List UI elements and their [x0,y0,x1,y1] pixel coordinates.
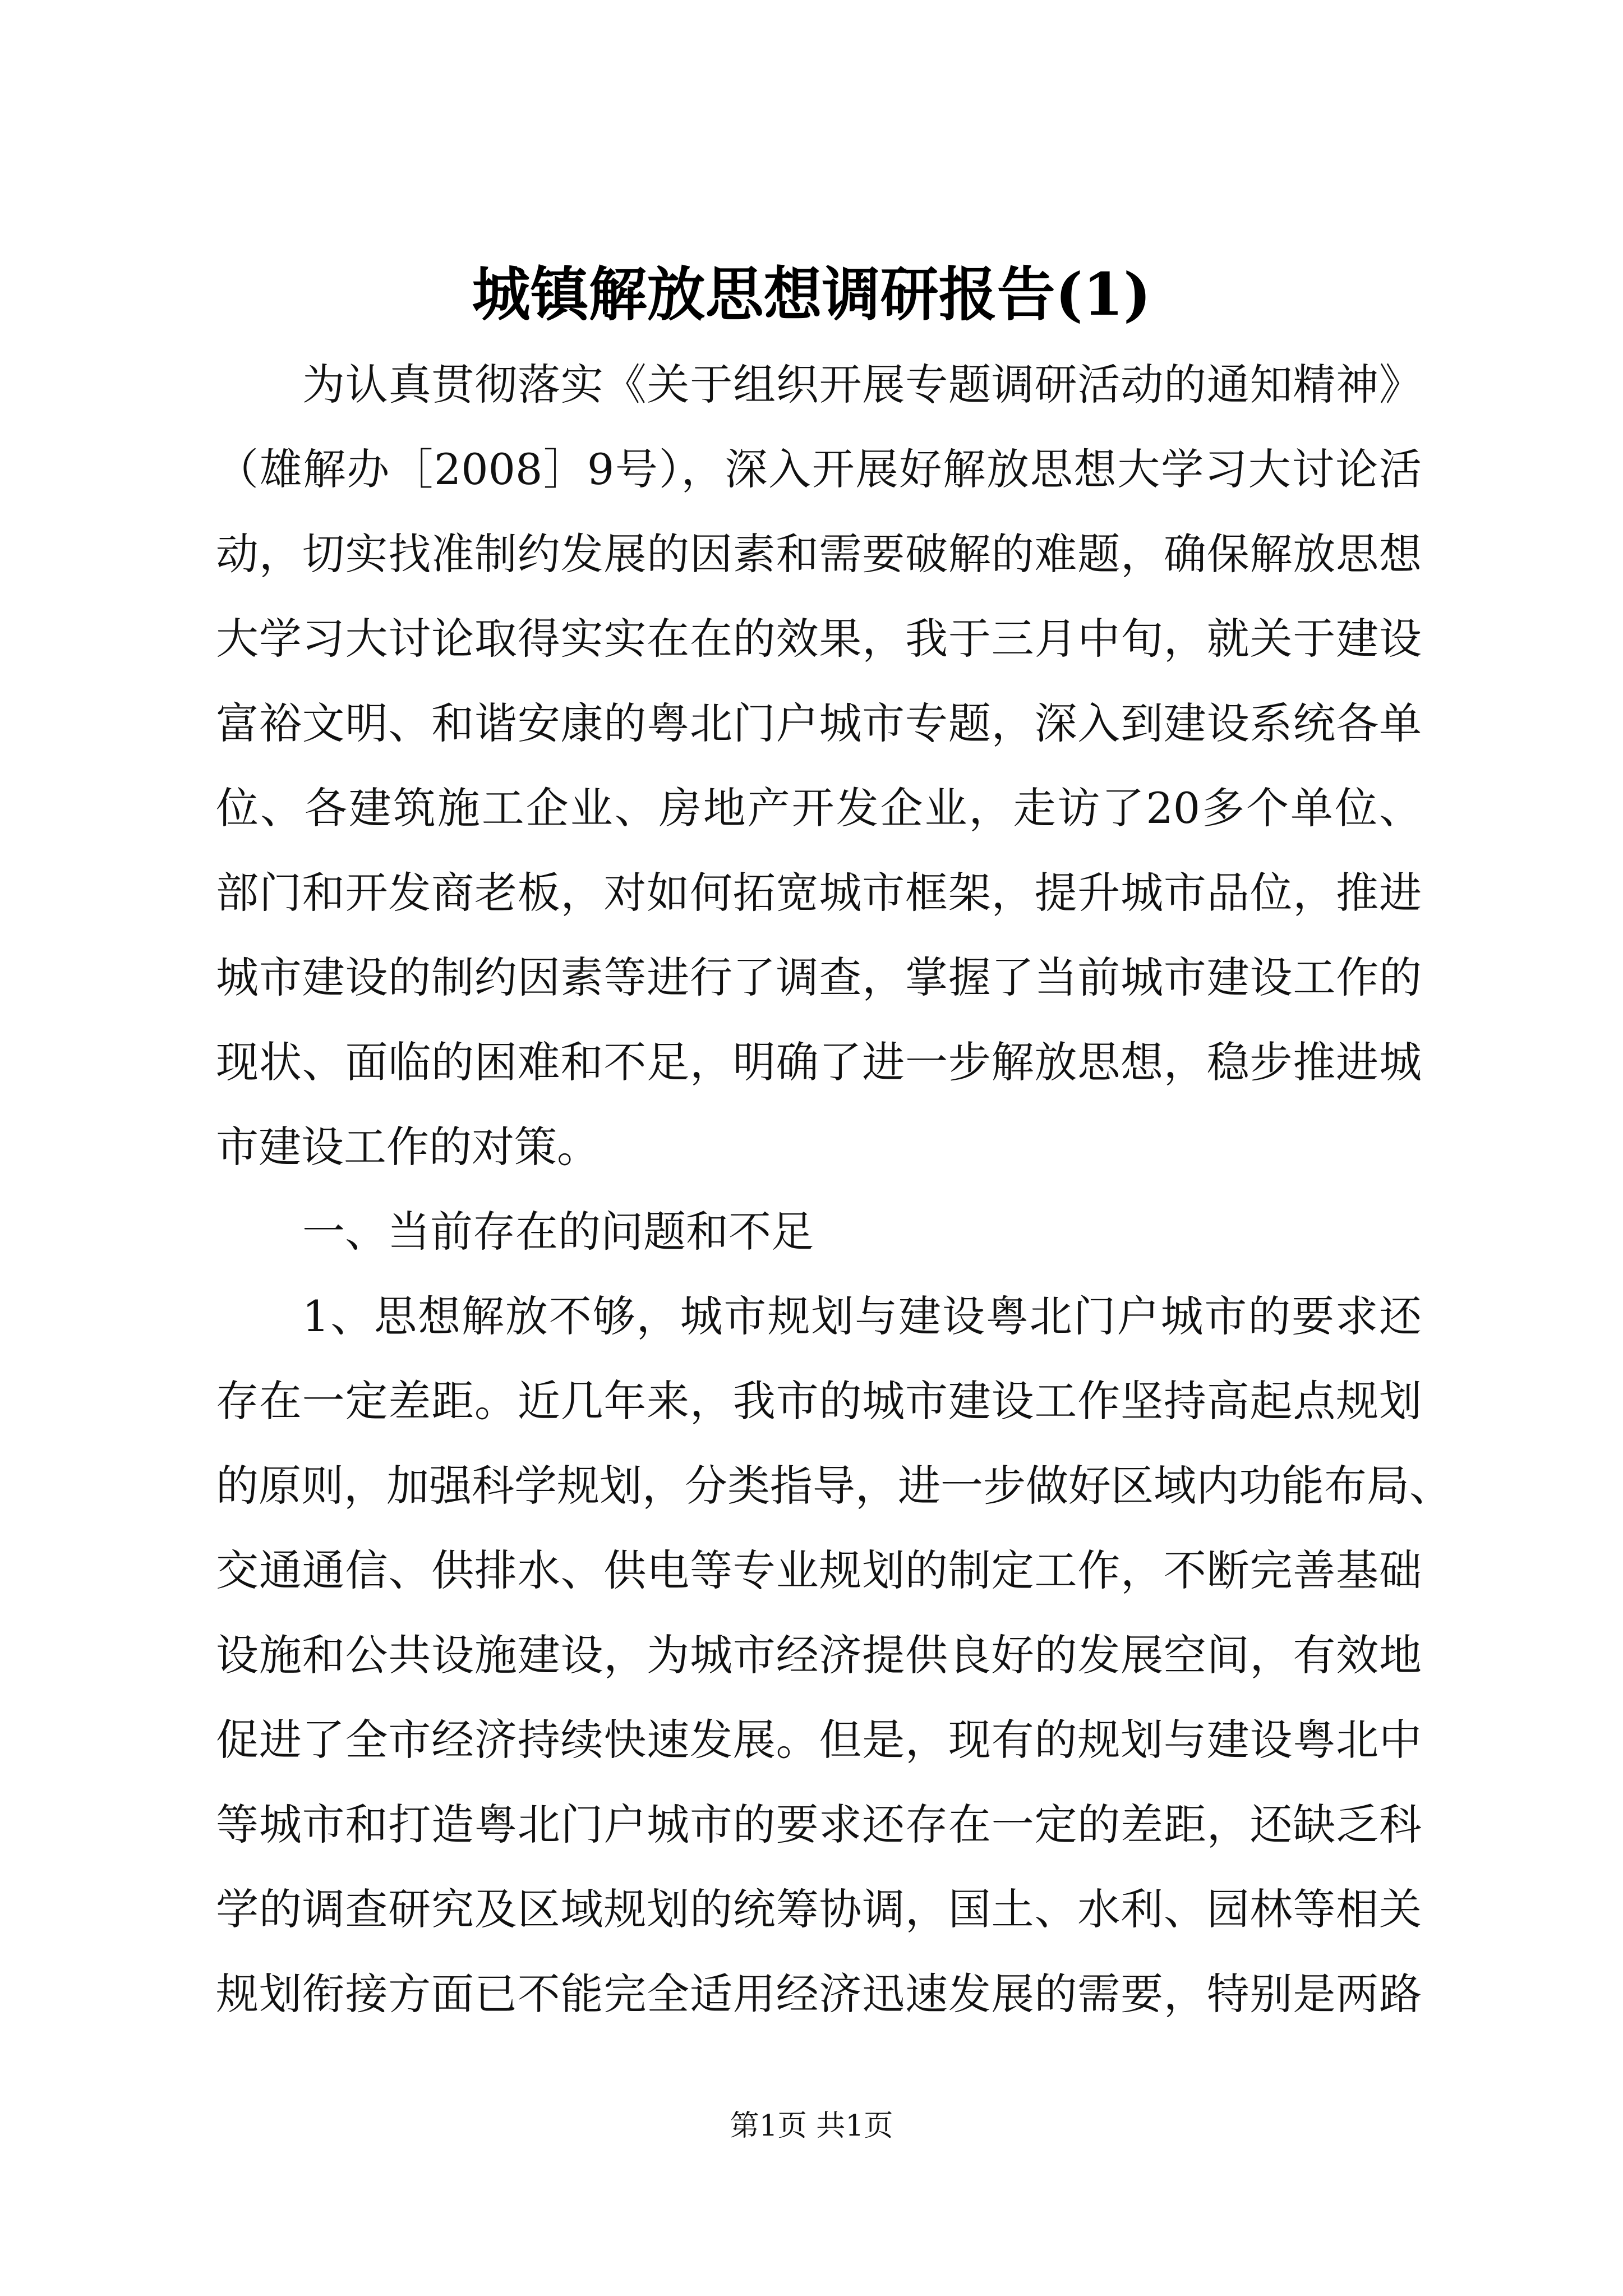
body-line: 交通通信、供排水、供电等专业规划的制定工作，不断完善基础 [216,1545,1422,1595]
body-line: 大学习大讨论取得实实在在的效果，我于三月中旬，就关于建设 [216,614,1422,664]
section-heading: 一、当前存在的问题和不足 [302,1207,814,1257]
body-line: （雄解办［2008］9号），深入开展好解放思想大学习大讨论活 [216,444,1422,494]
body-line: 的原则，加强科学规划，分类指导，进一步做好区域内功能布局、 [216,1461,1452,1511]
body-line: 市建设工作的对策。 [216,1122,600,1172]
document-body [216,342,1452,2036]
body-line: 1、思想解放不够，城市规划与建设粤北门户城市的要求还 [302,1291,1422,1341]
body-line: 促进了全市经济持续快速发展。但是，现有的规划与建设粤北中 [216,1715,1422,1765]
body-line: 设施和公共设施建设，为城市经济提供良好的发展空间，有效地 [216,1630,1422,1680]
body-line: 为认真贯彻落实《关于组织开展专题调研活动的通知精神》 [302,360,1422,409]
body-line: 动，切实找准制约发展的因素和需要破解的难题，确保解放思想 [216,529,1422,579]
body-line: 现状、面临的困难和不足，明确了进一步解放思想，稳步推进城 [216,1037,1422,1087]
body-line: 规划衔接方面已不能完全适用经济迅速发展的需要，特别是两路 [216,1969,1422,2019]
body-line: 部门和开发商老板，对如何拓宽城市框架，提升城市品位，推进 [216,868,1422,918]
body-line: 存在一定差距。近几年来，我市的城市建设工作坚持高起点规划 [216,1376,1422,1426]
body-line: 等城市和打造粤北门户城市的要求还存在一定的差距，还缺乏科 [216,1800,1422,1849]
body-line: 富裕文明、和谐安康的粤北门户城市专题，深入到建设系统各单 [216,698,1422,748]
body-line: 城市建设的制约因素等进行了调查，掌握了当前城市建设工作的 [216,953,1422,1002]
document-title: 城镇解放思想调研报告(1) [472,260,1151,329]
body-line: 学的调查研究及区域规划的统筹协调，国土、水利、园林等相关 [216,1884,1422,1934]
page-footer: 第1页 共1页 [730,2109,893,2143]
body-line: 位、各建筑施工企业、房地产开发企业，走访了20多个单位、 [216,783,1422,833]
